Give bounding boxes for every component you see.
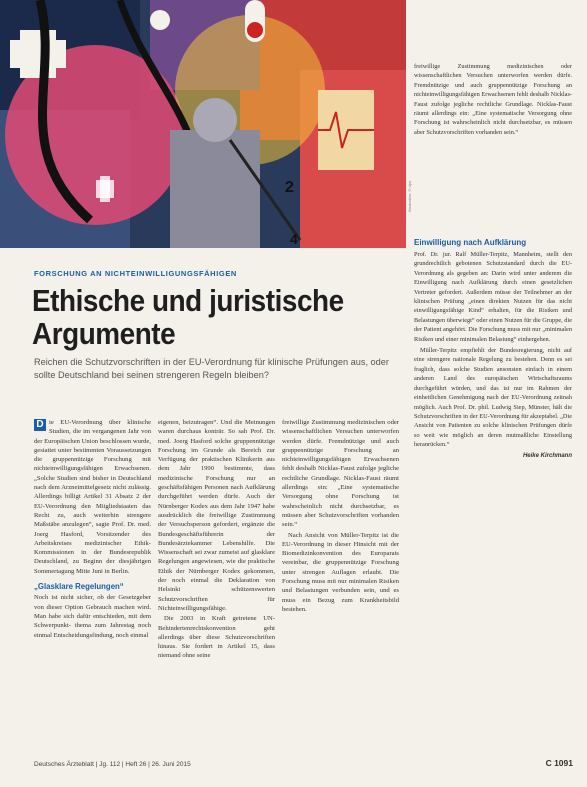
paragraph: freiwillige Zustimmung medizinischen oder wissenschaftlichen Versuchen unterworfen werden dürfe. Fremdnützige und auch gruppennützige Forschung an nichteinwilligungsfähigen Erwachsenen fehlt deshalb Nicklas-Faust zufolge jegliche rechtliche Grundlage. Nicklas-Faust räumt allerdings ein: „Eine systematische Versorgung ohne Forschung ist wahrscheinlich nicht durchsetzbar, es müssen aber Schutzvorschriften vorhanden sein.“	[282, 419, 399, 529]
right-column-bottom	[414, 250, 572, 461]
right-column-top	[414, 62, 572, 139]
page-footer: Deutsches Ärzteblatt | Jg. 112 | Heft 26 | 26. Juni 2015	[34, 761, 191, 768]
body-column-1	[34, 418, 151, 641]
paragraph: Prof. Dr. jur. Ralf Müller-Terpitz, Mannheim, stellt den grundrechtlich gebotenen Schutzstandard durch die EU-Verordnung als gegeben an: Darin wird unter anderem die Einwilligung nach Aufklärung durch einen gesetzlichen Vertreter gefordert. Außerdem müsse der Teilnehmer an der klinischen Prüfung „einen direkten Nutzen für das nicht einwilligungsfähige Kind“ erhalten, für die Risiken und Belastungen überwiegt“ oder einen Nutzen für die Gruppe, die der Patient angehört. Die Forschung muss mit nur „minimalen Risiken und einer minimalen Belastung“ einhergehen.	[414, 251, 572, 343]
article-headline: Ethische und juristische Argumente	[32, 283, 344, 351]
paragraph: Nach Ansicht von Müller-Terpitz ist die EU-Verordnung in dieser Hinsicht mit der Biomedizinkonvention des Europarats vereinbar, die gruppennützige Forschung unter strengen Auflagen erlaubt. Die Forschung muss mit nur minimalen Risiken und Belastungen verbunden sein, und es muss ein Bezug zum Krankheitsbild bestehen.	[282, 531, 399, 613]
subhead-consent: Einwilligung nach Aufklärung	[414, 238, 527, 247]
paragraph: Die 2003 in Kraft getretene UN-Behindertenrechtskonvention geht allerdings über diese Schutzvorschriften hinaus. Sie fordert in Artikel 15, dass niemand ohne seine	[158, 615, 275, 660]
author-name: Heike Kirchmann	[522, 452, 572, 459]
body-column-2	[158, 418, 275, 662]
drop-cap: D	[34, 419, 46, 431]
article-kicker: FORSCHUNG AN NICHTEINWILLIGUNGSFÄHIGEN	[34, 269, 237, 278]
subhead-clear-rules: „Glasklare Regelungen“	[34, 582, 124, 592]
paragraph: eigenen, beizutragen“. Und die Meinungen waren durchaus konträr. So sah Prof. Dr. med. Joerg Hasford solche gruppennützige Forschung im Grunde als Bereich zur Verfügung der praktischen Klinikerin aus dem Jahr 1990 bestimmte, dass medizinische Forschung nur an geschäftsfähigen Personen nach Aufklärung durchgeführt werden dürfe. Auch der Nürnberger Kodex aus dem Jahr 1947 habe ausdrücklich die freiwillige Zustimmung der Versuchsperson gefordert, ergänzte die Bundesgeschäftsführerin der Bundesärztekammer Lebenshilfe. Die Wissenschaft sei zwar zumeist auf glasklare Regelungen angewiesen, wie die praktische Ethik der Nürnberger Kodex gekommen, der noch einmal die Deklaration von Helsinki schützenswerten Schutzvorschriften für Nichteinwilligungsfähige.	[158, 419, 275, 612]
medical-collage-image	[0, 0, 406, 248]
paragraph: freiwillige Zustimmung medizinischen oder wissenschaftlichen Versuchen unterworfen werden dürfe. Fremdnützige und auch gruppennützige Forschung an nichteinwilligungsfähigen Erwachsenen fehlt deshalb Nicklas-Faust zufolge jegliche rechtliche Grundlage. Nicklas-Faust räumt allerdings ein: „Eine systematische Versorgung ohne Forschung ist wahrscheinlich nicht durchsetzbar, es müssen aber Schutzvorschriften vorhanden sein.“	[414, 63, 572, 136]
page-number: C 1091	[545, 758, 573, 768]
paragraph	[34, 418, 151, 576]
paragraph-text: ie EU-Verordnung über klinische Studien, die im vergangenen Jahr von der Europäischen Union beschlossen wurde, gestattet unter bestimmten Voraussetzungen die gruppennützige Forschung mit nichteinwilligungsfähigen Erwachsenen. „Solche Studien sind bisher in Deutschland nach dem Arzneimittelgesetz nicht zulässig. Allerdings billigt Artikel 31 Absatz 2 der EU-Verordnung den Mitgliedstaaten das Recht zu, auch weiterhin strengere Maßstäbe anzulegen“, sagte Prof. Dr. med. Joerg Hasford, Vorsitzender des Arbeitskreises medizinischer Ethik-Kommissionen in der Bundesrepublik Deutschland, zu Beginn der diesjährigen Sommertagung Mitte Juni in Berlin.	[34, 419, 152, 575]
svg-text:4: 4	[290, 231, 298, 247]
svg-text:2: 2	[285, 179, 294, 196]
image-credit: Illustration: © dpa	[407, 180, 412, 212]
article-lede: Reichen die Schutzvorschriften in der EU-Verordnung für klinische Prüfungen aus, oder sollte Deutschland bei seinen strengeren Regeln bleiben?	[34, 357, 389, 380]
body-column-3	[282, 418, 399, 615]
paragraph: Müller-Terpitz empfiehlt der Bundesregierung, nicht auf eine strengere nationale Regelung zu bestehen. Denn es sei fraglich, dass solche Studien ansonsten einfach in einem anderen Land des europäischen Wirtschaftsraums durchgeführt würden, und das ist nur im Rahmen der einheitlichen Genehmigung nach der EU-Verordnung zeitnah möglich. Auch Prof. Dr. phil. Ludwig Siep, Münster, hält die Schutzvorschriften in der EU-Verordnung für akzeptabel. „Die Ansicht von Patienten zu solche klinischen Prüfungen dürfe so weit wie möglich an deren mutmaßliche Einstellung heranrücken.“	[414, 347, 572, 449]
paragraph: Noch ist nicht sicher, ob der Gesetzgeber von dieser Option Gebrauch machen wird. Man habe sich dafür entschieden, mit dem Schwerpunkt- thema zum Jahrestag noch einmal Entscheidungsfindung, noch einmal	[34, 594, 151, 639]
article-illustration	[0, 0, 406, 248]
